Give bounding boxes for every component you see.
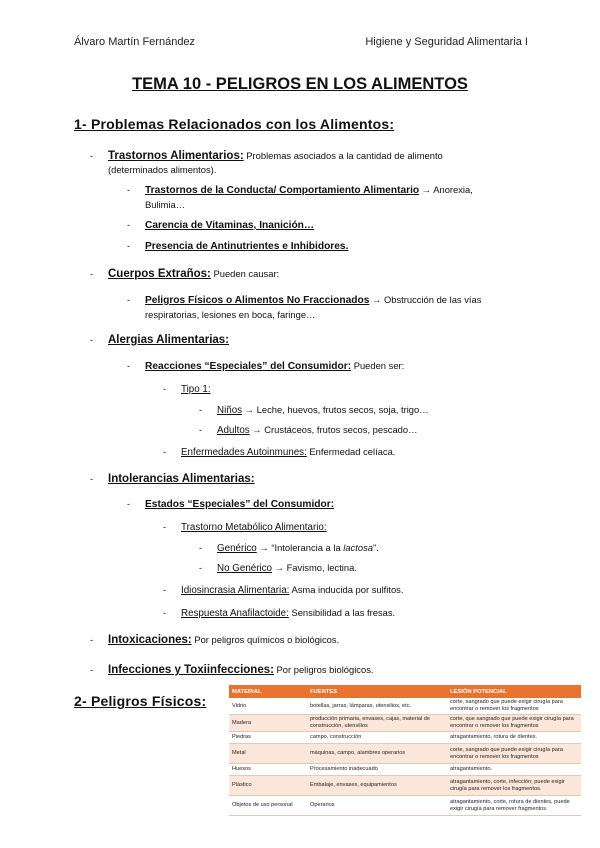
item-label: Infecciones y Toxiinfecciones: [108, 664, 274, 676]
table-cell: corte, que sangrado que puede exigir cirugía para encontrar o remover los fragmentos [447, 715, 581, 732]
item-text: Pueden causar: [210, 268, 280, 279]
table-cell: atragantamiento, corte, infección; puede exigir cirugía para remover los fragmentos. [447, 776, 581, 796]
table-cell: Operarios [307, 796, 447, 816]
item-text: → Anorexia, [419, 184, 473, 195]
table-cell: Huesos [229, 764, 307, 776]
item-text-cont: (determinados alimentos). [108, 164, 217, 175]
bullet-dash: - [127, 294, 131, 305]
table-cell: Plástico [229, 776, 307, 796]
item-label: Trastornos Alimentarios: [108, 150, 244, 162]
list-item-intoxicaciones [90, 633, 340, 647]
table-cell: atragantamiento, corte, rotura de dientes, puede exigir cirugía para remover fragmentos. [447, 796, 581, 816]
item-label: Adultos [217, 425, 250, 436]
item-text: → “Intolerancia a la [256, 542, 344, 553]
table-row [229, 776, 581, 796]
list-item-metabolico [163, 520, 327, 535]
table-row [229, 715, 581, 732]
bullet-dash: - [90, 268, 94, 279]
section-heading-2: 2- Peligros Físicos: [74, 693, 207, 709]
bullet-dash: - [127, 360, 131, 371]
table-header-cell: FUENTES [307, 685, 447, 698]
list-item-generico [199, 541, 379, 556]
item-label: Peligros Físicos o Alimentos No Fraccionados [145, 295, 370, 306]
table-row [229, 764, 581, 776]
item-text: Sensibilidad a las fresas. [288, 607, 396, 618]
item-text: Asma inducida por sulfitos. [289, 584, 404, 595]
bullet-dash: - [199, 542, 203, 553]
table-row [229, 732, 581, 744]
list-item-conducta [127, 183, 473, 212]
item-text: Por peligros biológicos. [273, 664, 374, 675]
item-text-cont: respiratorias, lesiones en boca, faringe… [145, 309, 316, 320]
table-header-row [229, 685, 581, 698]
header-author: Álvaro Martín Fernández [74, 36, 196, 48]
item-label: Niños [217, 405, 243, 416]
item-label: Genérico [217, 543, 257, 554]
table-cell: corte, sangrado que puede exigir cirugía para encontrar o remover los fragmentos [447, 698, 581, 715]
bullet-dash: - [163, 446, 167, 457]
table-row [229, 698, 581, 715]
bullet-dash: - [163, 584, 167, 595]
list-item-adultos [199, 423, 418, 438]
item-text: → Obstrucción de las vías [369, 294, 482, 305]
list-item-ninos [199, 403, 429, 418]
item-label: Intoxicaciones: [108, 634, 192, 646]
table-cell: Metal [229, 744, 307, 764]
table-cell: atragantamiento. [447, 764, 581, 776]
page-title: TEMA 10 - PELIGROS EN LOS ALIMENTOS [132, 75, 468, 93]
item-label: Presencia de Antinutrientes e Inhibidores. [145, 241, 349, 252]
list-item-reacciones [127, 359, 405, 374]
table-row [229, 796, 581, 816]
list-item-trastornos [90, 149, 443, 177]
item-label: Intolerancias Alimentarias: [108, 473, 255, 485]
list-item-alergias [90, 333, 230, 347]
item-label: Tipo 1: [181, 384, 211, 395]
item-label: Cuerpos Extraños: [108, 268, 211, 280]
item-text-end: ”. [372, 542, 379, 553]
item-label: Carencia de Vitaminas, Inanición… [145, 220, 315, 231]
bullet-dash: - [127, 498, 131, 509]
table-cell: Procesamiento inadecuado [307, 764, 447, 776]
bullet-dash: - [199, 562, 203, 573]
item-label: Enfermedades Autoinmunes: [181, 447, 307, 458]
table-cell: botellas, jarras, lámparas, utensilios, etc. [307, 698, 447, 715]
bullet-dash: - [163, 607, 167, 618]
list-item-peligros-fisicos [127, 293, 482, 322]
item-label: Idiosincrasia Alimentaria: [181, 585, 290, 596]
item-text: → Crustáceos, frutos secos, pescado… [249, 424, 418, 435]
table-cell: atragantamiento, rotura de dientes. [447, 732, 581, 744]
section-heading-1: 1- Problemas Relacionados con los Alimentos: [74, 116, 395, 132]
bullet-dash: - [199, 424, 203, 435]
table-cell: máquinas, campo, alambres operarios [307, 744, 447, 764]
list-item-no-generico [199, 561, 357, 576]
table-cell: producción primaria, envases, cajas, material de construcción, utensilios [307, 715, 447, 732]
table-cell: corte, sangrado que puede exigir cirugía para encontrar o remover los fragmentos [447, 744, 581, 764]
list-item-respuesta [163, 606, 396, 621]
table-cell: Objetos de uso personal [229, 796, 307, 816]
item-text-emphasis: lactosa [343, 542, 373, 553]
list-item-tipo1 [163, 382, 211, 397]
list-item-intolerancias [90, 472, 255, 486]
bullet-dash: - [90, 634, 94, 645]
bullet-dash: - [90, 664, 94, 675]
item-label: Trastornos de la Conducta/ Comportamiento Alimentario [145, 185, 420, 196]
item-text: → Favismo, lectina. [272, 562, 357, 573]
list-item-idiosincrasia [163, 583, 404, 598]
item-label: Respuesta Anafilactoide: [181, 608, 289, 619]
list-item-infecciones [90, 663, 374, 677]
physical-hazards-table [229, 685, 581, 816]
item-text: → Leche, huevos, frutos secos, soja, trigo… [242, 404, 429, 415]
bullet-dash: - [90, 334, 94, 345]
table-cell: campo, construcción [307, 732, 447, 744]
bullet-dash: - [90, 473, 94, 484]
list-item-presencia [127, 239, 349, 254]
table-cell: Embalaje, envases, equipamientos [307, 776, 447, 796]
bullet-dash: - [127, 240, 131, 251]
item-text: Problemas asociados a la cantidad de alimento [243, 150, 443, 161]
table-header-cell: LESIÓN POTENCIAL [447, 685, 581, 698]
item-label: Trastorno Metabólico Alimentario: [181, 522, 327, 533]
bullet-dash: - [127, 219, 131, 230]
item-text-cont: Bulimia… [145, 199, 186, 210]
header-course: Higiene y Seguridad Alimentaria I [365, 36, 528, 48]
list-item-cuerpos [90, 267, 280, 281]
bullet-dash: - [90, 150, 94, 161]
bullet-dash: - [127, 184, 131, 195]
item-label: No Genérico [217, 563, 272, 574]
bullet-dash: - [199, 404, 203, 415]
item-label: Reacciones “Especiales” del Consumidor: [145, 361, 352, 372]
item-text: Pueden ser: [351, 360, 405, 371]
table-row [229, 744, 581, 764]
bullet-dash: - [163, 383, 167, 394]
table-header-cell: MATERIAL [229, 685, 307, 698]
item-text: Enfermedad celíaca. [306, 446, 396, 457]
table-cell: Vidrio [229, 698, 307, 715]
item-text: Por peligros químicos o biológicos. [191, 634, 340, 645]
table-cell: Madera [229, 715, 307, 732]
table-cell: Piedras [229, 732, 307, 744]
list-item-carencia [127, 218, 315, 233]
item-label: Alergias Alimentarias: [108, 334, 230, 346]
list-item-autoinmunes [163, 445, 396, 460]
list-item-estados [127, 497, 335, 512]
bullet-dash: - [163, 521, 167, 532]
item-label: Estados “Especiales” del Consumidor: [145, 499, 335, 510]
